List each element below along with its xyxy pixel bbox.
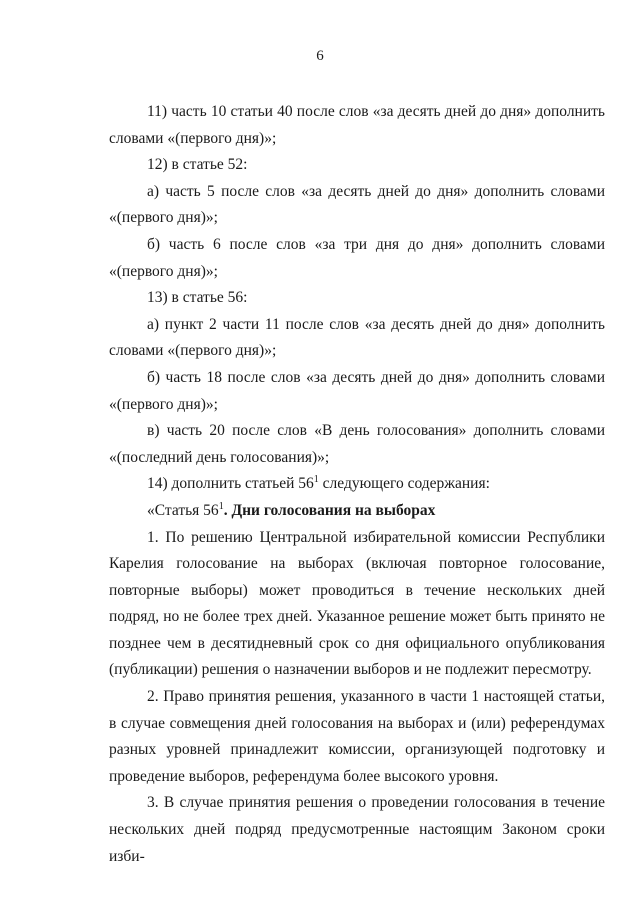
paragraph-14-superscript: 1 [313, 474, 319, 486]
paragraph-13c: в) часть 20 после слов «В день голосования» дополнить словами «(последний день голосования)»; [109, 422, 605, 466]
paragraph-14 [109, 471, 605, 498]
article-paragraph-1: 1. По решению Центральной избирательной комиссии Республики Карелия голосование на выборах (включая повторное голосование, повторные выборы) может проводиться в течение нескольких дней подряд, но не более трех дней. Указанное решение может быть принято не позднее чем в десятидневный срок со дня официального опубликования (публикации) решения о назначении выборов и не подлежит пересмотру. [109, 528, 605, 679]
article-heading-prefix: «Статья 56 [147, 501, 219, 519]
paragraph-13: 13) в статье 56: [147, 289, 248, 307]
article-heading-superscript: 1 [218, 500, 224, 512]
paragraph-13a: а) пункт 2 части 11 после слов «за десять дней до дня» дополнить словами «(первого дня)»; [109, 315, 605, 360]
paragraph-13b: б) часть 18 после слов «за десять дней до дня» дополнить словами «(первого дня)»; [109, 368, 605, 413]
article-heading [109, 498, 605, 525]
paragraph-12b: б) часть 6 после слов «за три дня до дня» дополнить словами «(первого дня)»; [109, 235, 605, 280]
article-paragraph-2: 2. Право принятия решения, указанного в части 1 настоящей статьи, в случае совмещения дней голосования на выборах и (или) референдумах разных уровней принадлежит комиссии, организующей подготовку и проведение выборов, референдума более высокого уровня. [109, 688, 605, 785]
paragraph-12: 12) в статье 52: [147, 156, 248, 174]
paragraph-14-text: 14) дополнить статьей 56 [147, 475, 314, 493]
document-body [109, 99, 605, 870]
paragraph-12a: а) часть 5 после слов «за десять дней до дня» дополнить словами «(первого дня)»; [109, 182, 605, 227]
article-paragraph-3: 3. В случае принятия решения о проведении голосования в течение нескольких дней подряд предусмотренные настоящим Законом сроки изби- [109, 794, 605, 865]
page-number: 6 [316, 48, 324, 64]
article-heading-dot: . [223, 501, 232, 519]
article-heading-title: Дни голосования на выборах [231, 501, 436, 519]
paragraph-14-tail: следующего содержания: [318, 475, 490, 493]
paragraph-11: 11) часть 10 статьи 40 после слов «за десять дней до дня» дополнить словами «(первого дня)»; [109, 103, 605, 147]
